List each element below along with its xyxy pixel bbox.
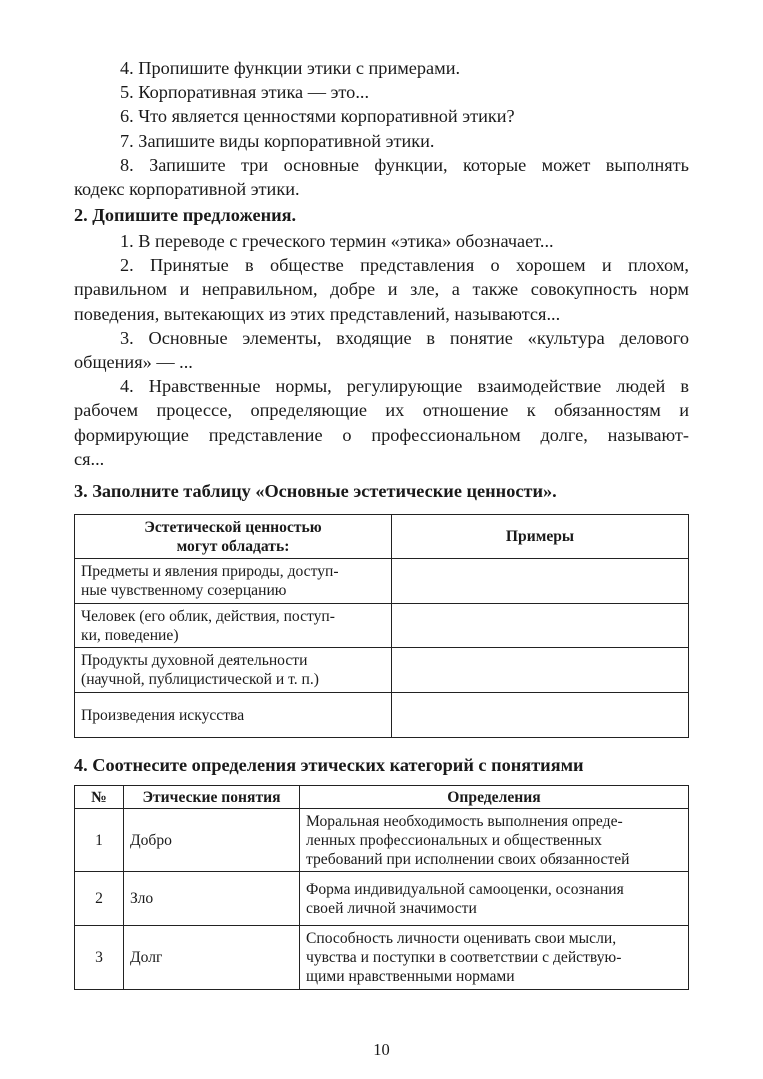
- definition-cell: Форма индивидуальной самооценки, осознания своей личной значимости: [300, 872, 689, 926]
- table-row: [75, 926, 689, 990]
- question-6: 6. Что является ценностями корпоративной этики?: [120, 106, 515, 127]
- concept-cell: Зло: [124, 872, 300, 926]
- section-4-heading: 4. Соотнесите определения этических категорий с понятиями: [74, 755, 584, 775]
- value-cell: Человек (его облик, действия, поступ- ки, поведение): [75, 604, 392, 648]
- concept-cell: Долг: [124, 926, 300, 990]
- col-concept-header: Этические понятия: [124, 786, 300, 809]
- row-number: 1: [75, 809, 124, 872]
- table-row: [75, 872, 689, 926]
- table-header-row: [75, 786, 689, 809]
- section-2-sentences: [74, 229, 689, 471]
- section-3-heading: 3. Заполните таблицу «Основные эстетические ценности».: [74, 481, 557, 501]
- value-cell: Предметы и явления природы, доступ- ные чувственному созерцанию: [75, 559, 392, 604]
- table-row: [75, 648, 689, 693]
- aesthetic-values-table: [74, 514, 689, 738]
- sentence-4-line4: ся...: [74, 448, 105, 469]
- value-cell: Произведения искусства: [75, 693, 392, 738]
- definition-cell: Способность личности оценивать свои мысли, чувства и поступки в соответствии с действую- щими нравственными нормами: [300, 926, 689, 990]
- question-4: 4. Пропишите функции этики с примерами.: [120, 58, 461, 78]
- definition-cell: Моральная необходимость выполнения опреде- ленных профессиональных и общественных требований при исполнении своих обязанностей: [300, 809, 689, 872]
- sentence-4-line3: формирующие представление о профессиональном долге, называют-: [74, 424, 689, 445]
- examples-cell[interactable]: [392, 559, 689, 604]
- col1-header: Эстетической ценностью могут обладать:: [75, 515, 392, 559]
- row-number: 2: [75, 872, 124, 926]
- examples-cell[interactable]: [392, 648, 689, 693]
- sentence-3-line1: 3. Основные элементы, входящие в понятие «культура делового: [120, 327, 689, 348]
- sentence-2-line2: правильном и неправильном, добре и зле, а также совокупность норм: [74, 279, 689, 300]
- page-number: 10: [373, 1040, 390, 1059]
- col2-header: Примеры: [392, 515, 689, 559]
- question-7: 7. Запишите виды корпоративной этики.: [120, 130, 435, 151]
- questions-list: [74, 56, 689, 201]
- examples-cell[interactable]: [392, 693, 689, 738]
- section-2-heading: 2. Допишите предложения.: [74, 205, 297, 225]
- concept-cell: Добро: [124, 809, 300, 872]
- ethics-categories-table: [74, 785, 689, 990]
- question-8-line2: кодекс корпоративной этики.: [74, 179, 300, 200]
- table-row: [75, 809, 689, 872]
- table-row: [75, 559, 689, 604]
- question-8-line1: 8. Запишите три основные функции, которые может выполнять: [120, 154, 689, 175]
- sentence-2-line3: поведения, вытекающих из этих представлений, называются...: [74, 303, 561, 324]
- sentence-1: 1. В переводе с греческого термин «этика» обозначает...: [120, 231, 554, 251]
- sentence-3-line2: общения» — ...: [74, 352, 193, 373]
- examples-cell[interactable]: [392, 604, 689, 648]
- col-num-header: №: [75, 786, 124, 809]
- table-row: [75, 604, 689, 648]
- sentence-2-line1: 2. Принятые в обществе представления о хорошем и плохом,: [120, 255, 689, 276]
- row-number: 3: [75, 926, 124, 990]
- question-5: 5. Корпоративная этика — это...: [120, 82, 370, 103]
- value-cell: Продукты духовной деятельности (научной, публицистической и т. п.): [75, 648, 392, 693]
- table-row: [75, 693, 689, 738]
- sentence-4-line2: рабочем процессе, определяющие их отношение к обязанностям и: [74, 400, 689, 421]
- col-definition-header: Определения: [300, 786, 689, 809]
- sentence-4-line1: 4. Нравственные нормы, регулирующие взаимодействие людей в: [120, 376, 689, 397]
- table-header-row: [75, 515, 689, 559]
